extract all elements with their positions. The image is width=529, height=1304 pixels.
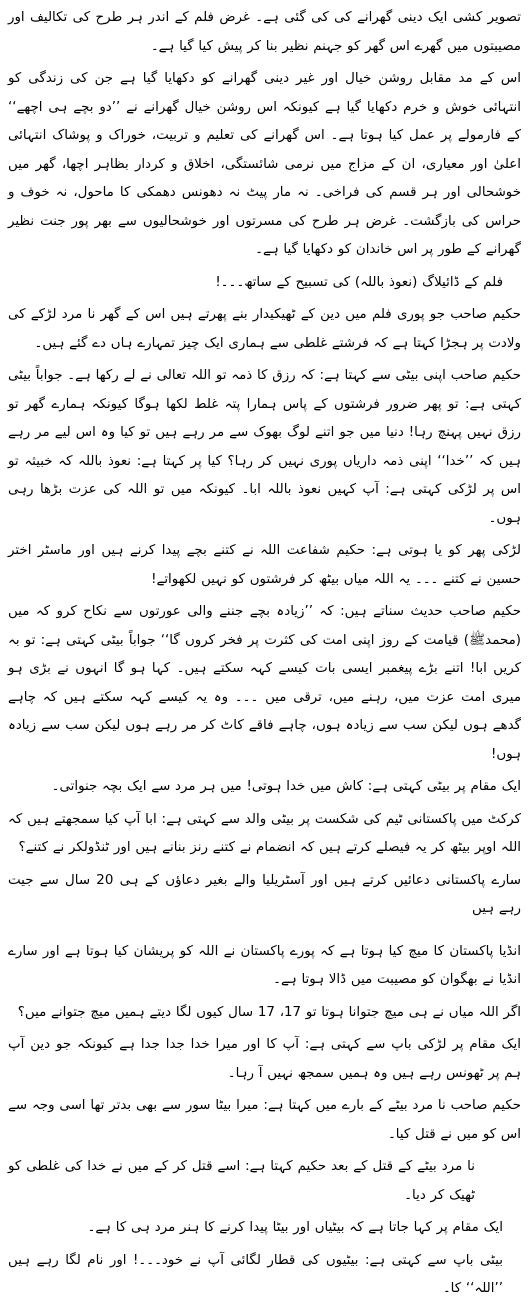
paragraph-cricket: کرکٹ میں پاکستانی ٹیم کی شکست پر بیٹی والد سے کہتی ہے: ابا آپ کیا سمجھتے ہیں کہ اللہ اوپر بیٹھ کر یہ فیصلے کرتے ہیں کہ انضمام نے کتنے رنز بنانے ہیں اور ٹنڈولکر نے کتنے؟ bbox=[8, 811, 521, 855]
paragraph-intro: تصویر کشی ایک دینی گھرانے کی کی گئی ہے۔ غرض فلم کے اندر ہر طرح کی تکالیف اور مصیبتوں میں گھرے اس گھر کو جہنم نظیر بنا کر پیش کیا گیا ہے۔ bbox=[8, 10, 521, 54]
paragraph-hadith: حکیم صاحب حدیث سناتے ہیں: کہ ’’زیادہ بچے جننے والی عورتوں سے نکاح کرو کہ میں (محمدﷺ) قیامت کے روز اپنی امت کی کثرت پر فخر کروں گا‘‘ جواباً بیٹی کہتی ہے: تو بہ کریں ابا! اتنے بڑے پیغمبر ایسی بات کیسے کہہ سکتے ہیں۔ کہا ہو گا انہوں نے بڑی ہو میری امت عزت میں، رہنے میں، ترقی میں ۔۔۔ وہ یہ کیسے کہہ سکتے ہیں کہ چاہے گدھے ہوں لیکن سب سے زیادہ ہوں، چاہے فاقے کاٹ کر مر رہے ہوں لیکن سب سے زیادہ ہوں! bbox=[8, 604, 521, 762]
paragraph-skill: ایک مقام پر کہا جاتا ہے کہ بیٹیاں اور بیٹا پیدا کرنے کا ہنر مرد ہی کا ہے۔ bbox=[87, 1220, 503, 1235]
paragraph-wish-god: ایک مقام پر بیٹی کہتی ہے: کاش میں خدا ہوتی! میں ہر مرد سے ایک بچہ جنواتی۔ bbox=[51, 779, 521, 794]
paragraph-dialogue-heading: فلم کے ڈائیلاگ (نعوذ باللہ) کی تسبیح کے ساتھ۔۔۔! bbox=[215, 274, 503, 290]
paragraph-match-years: اگر اللہ میاں نے ہی میچ جتوانا ہوتا تو 17، 17 سال کیوں لگا دیتے ہمیں میچ جتوانے میں؟ bbox=[17, 1004, 521, 1020]
paragraph-prayers: سارے پاکستانی دعائیں کرتے ہیں اور آسٹریلیا والے بغیر دعاؤں کے ہی 20 سال سے جیت رہے ہیں bbox=[8, 872, 521, 916]
paragraph-girl-children: لڑکی پھر کو یا ہوتی ہے: حکیم شفاعت اللہ نے کتنے بچے پیدا کرنے ہیں اور ماسٹر اختر حسین نے کتنے ۔۔۔ یہ اللہ میاں بیٹھ کر فرشتوں کو نہیں لکھواتے! bbox=[8, 543, 521, 587]
paragraph-rizq-dialogue: حکیم صاحب اپنی بیٹی سے کہتا ہے: کہ رزق کا ذمہ تو اللہ تعالی نے لے رکھا ہے۔ جواباً بیٹی کہتی ہے: تو پھر ضرور فرشتوں کے پاس ہمارا پتہ غلط لکھا ہوگا کیونکہ ہمارے گھر تو رزق نہیں پہنچ رہا! دنیا میں جو اتنے لوگ بھوک سے مر رہے ہیں تو کیا وہ اس لیے مر رہے ہیں کہ ’’خدا‘‘ اپنی ذمہ داریاں پوری نہیں کر رہا؟ کیا پر کہتا ہے: نعوذ باللہ کہ خبیثہ تو اس پر لڑکی کہتی ہے: آپ کہیں نعوذ باللہ ابا۔ کیونکہ میں تو اللہ کی عزت بڑھا رہی ہوں۔ bbox=[8, 368, 521, 526]
paragraph-hakeem-son: حکیم صاحب جو پوری فلم میں دین کے ٹھیکیدار بنے پھرتے ہیں اس کے گھر نا مرد لڑکے کی ولادت پر ہجڑا کہتا ہے کہ فرشتے غلطی سے ہماری ایک چیز تمہارے ہاں دے گئے ہیں۔ bbox=[8, 307, 521, 351]
paragraph-after-murder: نا مرد بیٹے کے قتل کے بعد حکیم کہتا ہے: اسے قتل کر کے میں نے خدا کی غلطی کو ٹھیک کر دیا۔ bbox=[8, 1159, 475, 1203]
paragraph-contrast-family: اس کے مد مقابل روشن خیال اور غیر دینی گھرانے کو دکھایا گیا ہے جن کی زندگی کو انتہائی خوش و خرم دکھایا گیا ہے کیونکہ اس روشن خیال گھرانے نے ’’دو بچے ہی اچھے‘‘ کے فارمولے پر عمل کیا ہوتا ہے۔ اس گھرانے کی تعلیم و تربیت، خوراک و پوشاک انتہائی اعلیٰ اور معیاری، ان کے مزاج میں نرمی شائستگی، اخلاق و کردار بظاہر اچھا، گھر میں خوشحالی اور ہر قسم کی فراخی۔ نہ مار پیٹ نہ دھونس دھمکی کا ماحول، نہ خوف و حراس کی بازگشت۔ غرض ہر طرح کی مسرتوں اور خوشحالیوں سے بھر پور جنت نظیر گھرانے کے طور پر اس خاندان کو دکھایا گیا ہے۔ bbox=[8, 71, 521, 257]
paragraph-india-pakistan: انڈیا پاکستان کا میچ کیا ہوتا ہے کہ پورے پاکستان نے اللہ کو پریشان کیا ہوتا ہے اور سارے انڈیا نے بھگوان کو مصیبت میں ڈالا ہوتا ہے۔ bbox=[8, 943, 521, 987]
paragraph-hakeem-murder: حکیم صاحب نا مرد بیٹے کے بارے میں کہتا ہے: میرا بیٹا سور سے بھی بدتر تھا اسی وجہ سے اس کو میں نے قتل کیا۔ bbox=[8, 1098, 521, 1142]
paragraph-separate-god: ایک مقام پر لڑکی باپ سے کہتی ہے: آپ کا اور میرا خدا جدا جدا ہے کیونکہ جو دین آپ ہم پر ٹھونس رہے ہیں وہ ہمیں سمجھ نہیں آ رہا۔ bbox=[8, 1037, 521, 1081]
paragraph-daughters-line: بیٹی باپ سے کہتی ہے: بیٹیوں کی قطار لگائی آپ نے خود۔۔۔! اور نام لگا رہے ہیں ’’اللہ‘‘ کا۔ bbox=[8, 1252, 503, 1296]
